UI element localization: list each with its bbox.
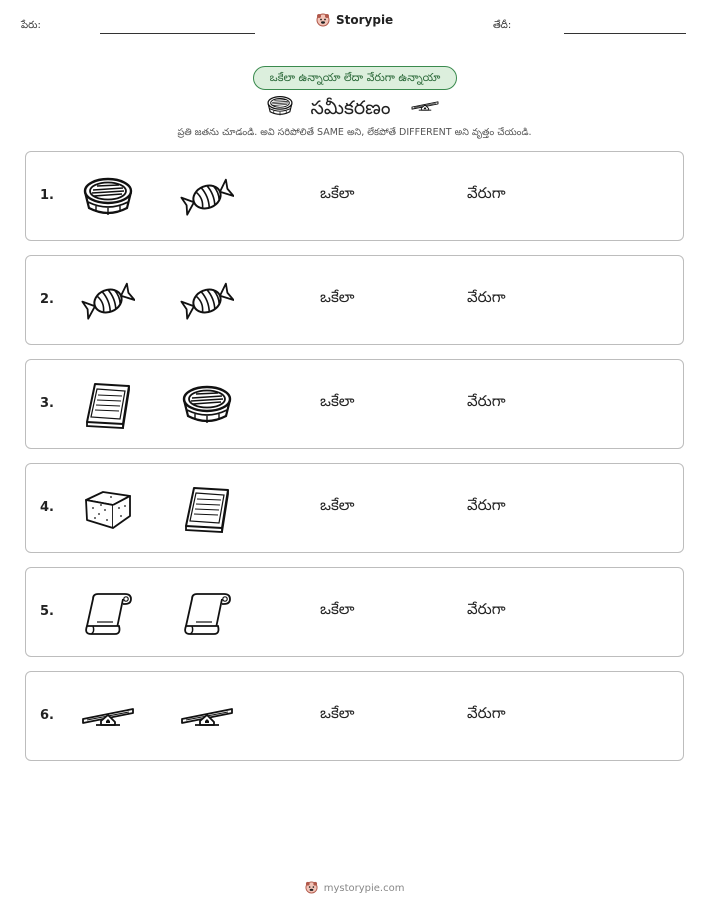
seesaw-icon <box>81 692 135 742</box>
item-card <box>25 671 684 761</box>
name-label: పేరు: <box>21 20 41 31</box>
option-different[interactable]: వేరుగా <box>467 600 506 618</box>
option-different[interactable]: వేరుగా <box>467 184 506 202</box>
brand-name: Storypie <box>335 13 394 27</box>
brand <box>0 13 709 27</box>
option-different[interactable]: వేరుగా <box>467 392 506 410</box>
option-same[interactable]: ఒకేలా <box>320 704 355 722</box>
item-card <box>25 463 684 553</box>
item-number: 1. <box>40 188 54 203</box>
wrapped-candy-icon <box>81 276 135 326</box>
sponge-block-icon <box>81 484 135 534</box>
notepad-icon <box>180 484 234 534</box>
round-basket-icon <box>81 172 135 222</box>
option-different[interactable]: వేరుగా <box>467 704 506 722</box>
item-number: 4. <box>40 500 54 515</box>
item-card <box>25 359 684 449</box>
footer <box>0 881 709 894</box>
option-same[interactable]: ఒకేలా <box>320 392 355 410</box>
round-basket-icon <box>266 93 294 119</box>
wrapped-candy-icon <box>180 276 234 326</box>
item-number: 6. <box>40 708 54 723</box>
item-card <box>25 255 684 345</box>
item-card <box>25 567 684 657</box>
option-same[interactable]: ఒకేలా <box>320 288 355 306</box>
option-same[interactable]: ఒకేలా <box>320 496 355 514</box>
option-same[interactable]: ఒకేలా <box>320 184 355 202</box>
item-number: 3. <box>40 396 54 411</box>
title-row <box>0 93 709 119</box>
name-line[interactable] <box>100 33 255 34</box>
storypie-logo-icon <box>316 13 330 27</box>
instruction-text: ప్రతి జతను చూడండి. అవి సరిపోలితే SAME అని, లేకపోతే DIFFERENT అని వృత్తం చేయండి. <box>177 127 532 138</box>
option-different[interactable]: వేరుగా <box>467 496 506 514</box>
date-label: తేదీ: <box>493 20 512 31</box>
wrapped-candy-icon <box>180 172 234 222</box>
footer-site: mystorypie.com <box>323 883 405 894</box>
item-number: 2. <box>40 292 54 307</box>
date-line[interactable] <box>564 33 686 34</box>
storypie-logo-icon <box>305 881 318 894</box>
option-different[interactable]: వేరుగా <box>467 288 506 306</box>
notepad-icon <box>81 380 135 430</box>
scroll-icon <box>180 588 234 638</box>
scroll-icon <box>81 588 135 638</box>
seesaw-icon <box>180 692 234 742</box>
item-card <box>25 151 684 241</box>
page-title: సమీకరణం <box>310 97 391 119</box>
round-basket-icon <box>180 380 234 430</box>
item-number: 5. <box>40 604 54 619</box>
option-same[interactable]: ఒకేలా <box>320 600 355 618</box>
subtitle-pill: ఒకేలా ఉన్నాయా లేదా వేరుగా ఉన్నాయా <box>253 66 457 90</box>
seesaw-icon <box>407 93 443 119</box>
